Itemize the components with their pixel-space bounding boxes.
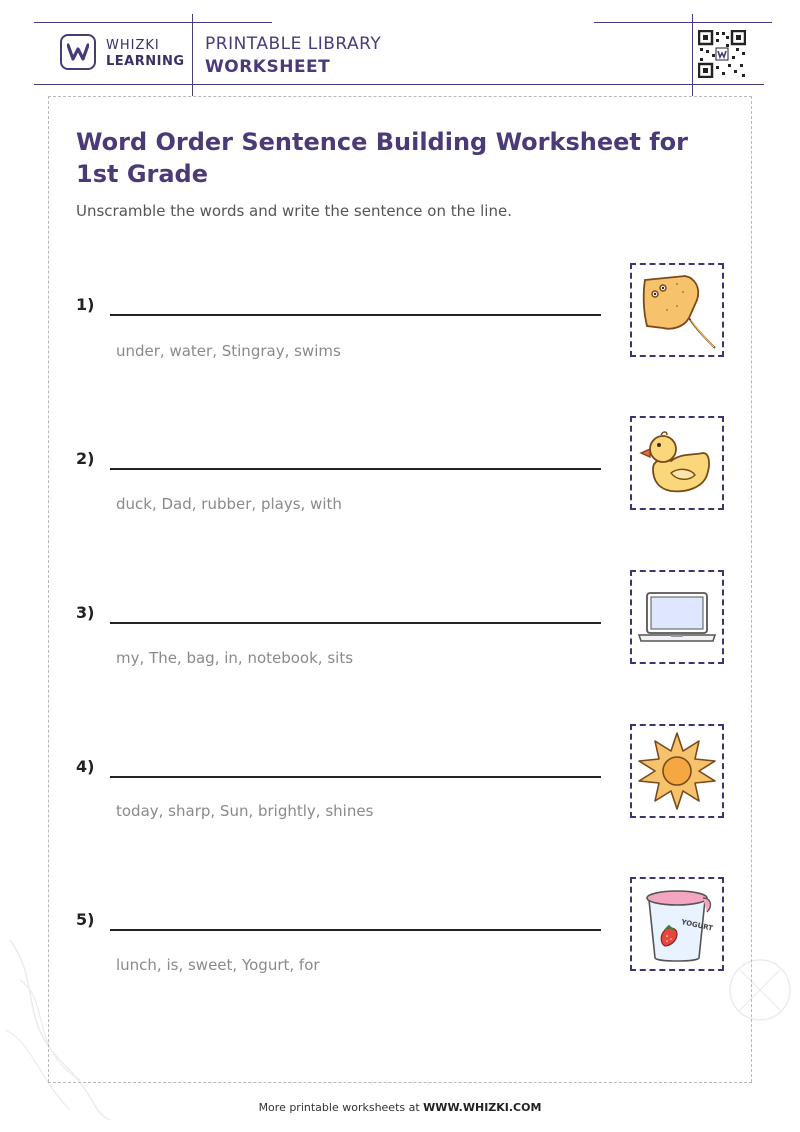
rubber-duck-icon [637,423,717,503]
footer-link[interactable]: WWW.WHIZKI.COM [423,1101,542,1114]
picture-box [630,570,724,664]
yogurt-icon [637,884,717,964]
scrambled-words: today, sharp, Sun, brightly, shines [116,802,374,820]
picture-box [630,416,724,510]
answer-line[interactable] [110,622,601,624]
picture-box [630,877,724,971]
footer-divider [48,1082,752,1083]
question-number: 3) [76,603,95,622]
header-line [34,84,764,85]
question-number: 2) [76,449,95,468]
worksheet-instructions: Unscramble the words and write the sentence on the line. [76,202,512,220]
yogurt-label: YOGURT [680,918,714,933]
header-divider [192,14,193,96]
stingray-icon [637,270,717,350]
library-label: PRINTABLE LIBRARY [205,34,382,54]
whizki-w-logo-icon [67,43,89,61]
brand-name-top: WHIZKI [106,38,160,53]
brand-name-bottom: LEARNING [106,54,185,69]
picture-box [630,263,724,357]
logo [60,34,96,70]
answer-line[interactable] [110,776,601,778]
header-line [594,22,772,23]
worksheet-label: WORKSHEET [205,57,331,77]
footer [0,1101,800,1114]
answer-line[interactable] [110,468,601,470]
scrambled-words: my, The, bag, in, notebook, sits [116,649,354,667]
header-line [34,22,272,23]
answer-line[interactable] [110,314,601,316]
scrambled-words: lunch, is, sweet, Yogurt, for [116,956,320,974]
laptop-icon [637,577,717,657]
qr-code-icon [698,30,746,78]
scrambled-words: duck, Dad, rubber, plays, with [116,495,342,513]
worksheet-title: Word Order Sentence Building Worksheet for 1st Grade [76,128,688,188]
question-number: 4) [76,757,95,776]
footer-text: More printable worksheets at [258,1101,420,1114]
header-divider [692,14,693,96]
question-number: 1) [76,295,95,314]
scrambled-words: under, water, Stingray, swims [116,342,341,360]
question-number: 5) [76,910,95,929]
answer-line[interactable] [110,929,601,931]
sun-icon [637,731,717,811]
picture-box [630,724,724,818]
